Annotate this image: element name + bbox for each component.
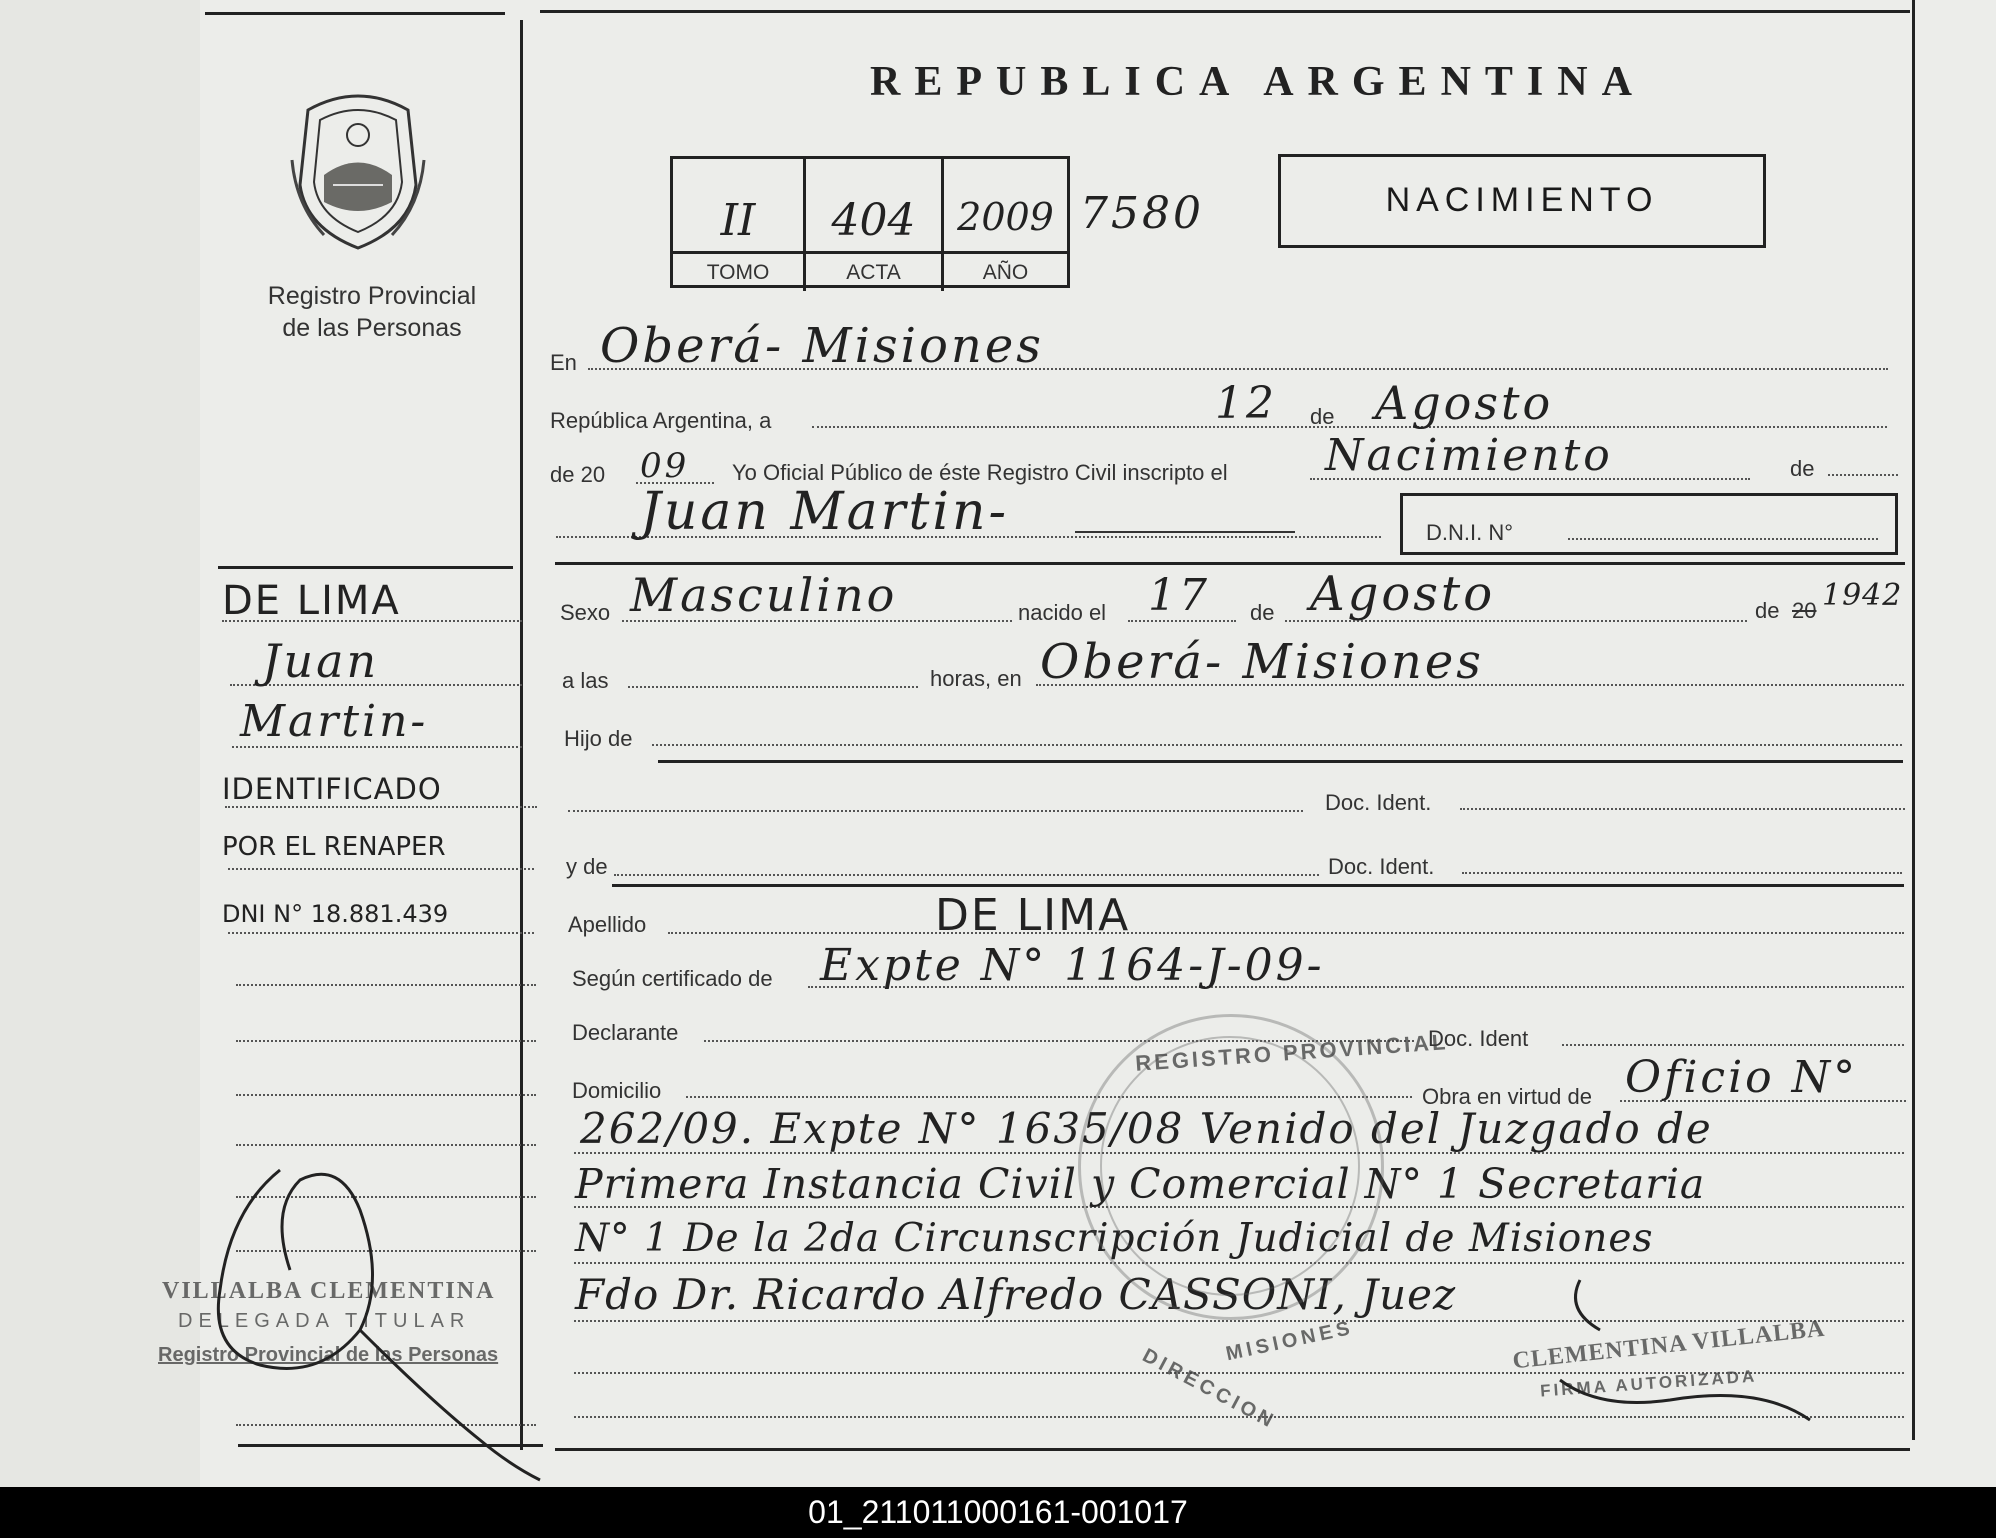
top-rule-left	[205, 12, 505, 15]
notes-4: Fdo Dr. Ricardo Alfredo CASSONI, Juez	[575, 1270, 1457, 1319]
document-type-box: NACIMIENTO	[1278, 154, 1766, 248]
doc2-label: Doc. Ident.	[1328, 854, 1435, 879]
doc3-label: Doc. Ident	[1428, 1026, 1529, 1051]
margin-line-4	[225, 806, 537, 808]
margin-note-4: IDENTIFICADO	[222, 772, 442, 806]
tomo-cell	[673, 159, 806, 291]
extra-record-number: 7580	[1080, 188, 1204, 239]
top-rule-right	[540, 10, 1910, 13]
anio-label: AÑO	[944, 251, 1067, 291]
doc1-line	[568, 810, 1303, 812]
margin-note-6: DNI N° 18.881.439	[222, 900, 449, 928]
nombre-strike	[1075, 531, 1295, 533]
sexo-label: Sexo	[560, 600, 611, 625]
right-signature-icon	[1540, 1270, 1840, 1440]
inscripto-text: Yo Oficial Público de éste Registro Civil inscripto el	[732, 460, 1228, 485]
nacido-anio-label: de	[1755, 598, 1780, 623]
margin-note-2: Juan	[262, 634, 380, 688]
acta-cell	[806, 159, 944, 291]
apellido-value: DE LIMA	[935, 890, 1131, 941]
left-signature-icon	[210, 1150, 630, 1490]
doc1-value-line	[1460, 808, 1905, 810]
round-stamp-text-1: REGISTRO PROVINCIAL	[1134, 1029, 1450, 1076]
doc3-value-line	[1562, 1044, 1904, 1046]
yde-line	[614, 874, 1319, 876]
left-stamp-line-3: Registro Provincial de las Personas	[158, 1344, 499, 1366]
inscripto-de-label: de	[1790, 456, 1815, 481]
margin-line-10	[236, 1144, 536, 1146]
round-stamp-text-3: DIRECCION	[1138, 1344, 1280, 1434]
anio-prefix: de 20	[550, 462, 606, 487]
dni-label: D.N.I. N°	[1426, 520, 1514, 545]
margin-line-6	[228, 932, 534, 934]
nacido-anio-struck: 20	[1792, 598, 1817, 623]
horas-label: horas, en	[930, 666, 1022, 691]
notes-2: Primera Instancia Civil y Comercial N° 1 Secretaria	[575, 1160, 1706, 1208]
yde-rule	[612, 884, 1904, 887]
fecha-mes: Agosto	[1375, 376, 1554, 430]
facing-page-edge	[0, 0, 200, 1487]
apellido-line	[668, 932, 1904, 934]
right-stamp-line-2: FIRMA AUTORIZADA	[1539, 1366, 1758, 1401]
domicilio-label: Domicilio	[572, 1078, 662, 1103]
obra-label: Obra en virtud de	[1422, 1084, 1592, 1109]
margin-line-8	[236, 1040, 536, 1042]
nacido-label: nacido el	[1018, 600, 1107, 625]
nacido-anio-value: 1942	[1822, 578, 1903, 613]
tomo-value: II	[720, 195, 756, 246]
nombre-value: Juan Martin-	[640, 482, 1010, 542]
section-rule	[555, 562, 1905, 565]
lugar-value: Oberá- Misiones	[600, 318, 1044, 374]
notes-1: 262/09. Expte N° 1635/08 Venido del Juzgado de	[580, 1104, 1713, 1153]
provincial-seal-icon	[288, 90, 428, 255]
anio-value: 2009	[957, 195, 1054, 239]
obra-value: Oficio N°	[1625, 1052, 1859, 1103]
doc1-label: Doc. Ident.	[1325, 790, 1432, 815]
margin-note-3: Martin-	[240, 696, 429, 747]
margin-line-9	[236, 1094, 536, 1096]
segun-label: Según certificado de	[572, 966, 773, 991]
round-stamp-text-2: MISIONES	[1224, 1316, 1356, 1366]
fecha-dia: 12	[1215, 378, 1277, 429]
image-code-footer: 01_211011000161-001017	[0, 1487, 1996, 1538]
alas-line	[628, 686, 918, 688]
left-stamp-line-2: DELEGADA TITULAR	[178, 1310, 471, 1332]
acta-label: ACTA	[806, 251, 941, 291]
apellido-label: Apellido	[568, 912, 647, 937]
hijo-line	[652, 744, 1902, 746]
segun-value: Expte N° 1164-J-09-	[820, 940, 1325, 991]
hijo-rule	[658, 760, 1903, 763]
fecha-line	[812, 426, 1887, 428]
inscripto-de-line	[1828, 474, 1898, 476]
nacido-mes: Agosto	[1310, 566, 1496, 622]
registry-number-box	[670, 156, 1070, 288]
horas-lugar: Oberá- Misiones	[1040, 634, 1484, 690]
hijo-label: Hijo de	[564, 726, 633, 751]
seal-caption: Registro Provincial de las Personas	[267, 282, 477, 342]
alas-label: a las	[562, 668, 609, 693]
anio-cell	[944, 159, 1067, 291]
margin-line-7	[236, 984, 536, 986]
margin-note-5: POR EL RENAPER	[222, 832, 446, 862]
margin-section-rule	[218, 566, 513, 569]
dni-line	[1568, 538, 1878, 540]
nacido-de-label: de	[1250, 600, 1275, 625]
sexo-value: Masculino	[630, 568, 898, 622]
acta-value: 404	[831, 195, 916, 246]
page-title: REPUBLICA ARGENTINA	[870, 59, 1646, 105]
declarante-label: Declarante	[572, 1020, 679, 1045]
right-page-edge	[1912, 0, 1915, 1440]
bottom-rule-right	[555, 1448, 1910, 1451]
inscripto-value: Nacimiento	[1325, 430, 1613, 481]
doc2-value-line	[1462, 872, 1902, 874]
lugar-label: En	[550, 350, 577, 375]
right-stamp-line-1: CLEMENTINA VILLALBA	[1511, 1315, 1827, 1375]
tomo-label: TOMO	[673, 251, 803, 291]
yde-label: y de	[566, 854, 608, 879]
left-stamp-line-1: VILLALBA CLEMENTINA	[162, 1278, 496, 1304]
anio-suffix: 09	[640, 446, 690, 486]
margin-note-1: DE LIMA	[222, 578, 401, 624]
margin-line-5	[228, 868, 534, 870]
nacido-dia: 17	[1148, 570, 1210, 621]
notes-3: N° 1 De la 2da Circunscripción Judicial de Misiones	[575, 1216, 1654, 1261]
fecha-prefix: República Argentina, a	[550, 408, 772, 433]
fecha-de-label: de	[1310, 404, 1335, 429]
